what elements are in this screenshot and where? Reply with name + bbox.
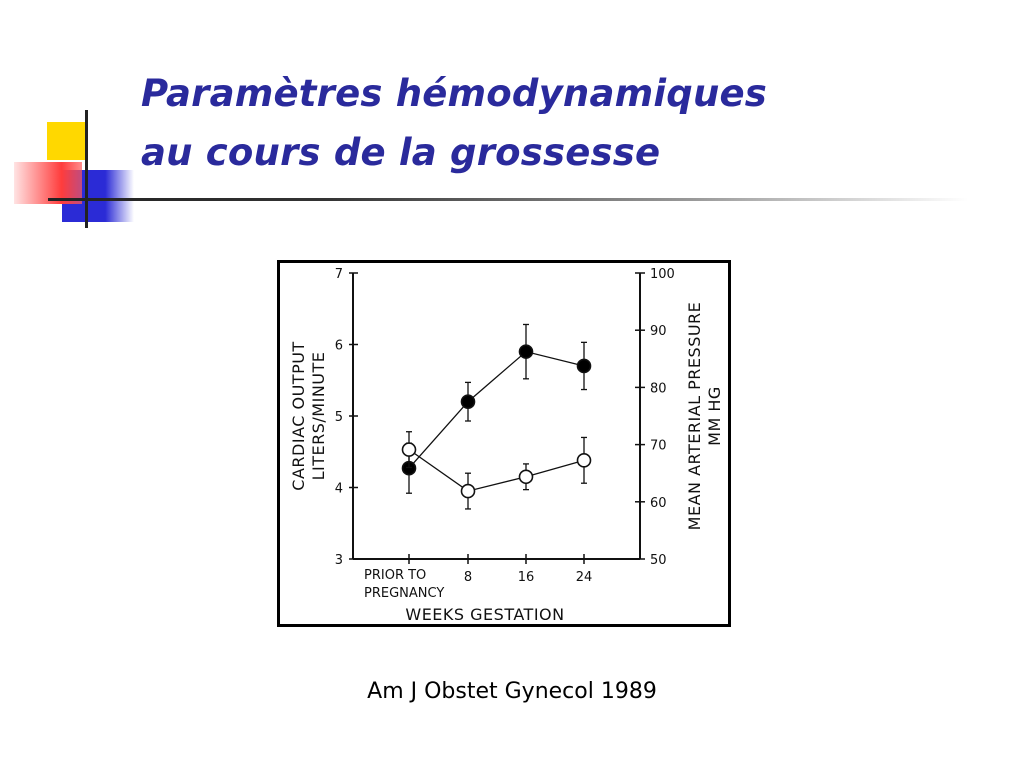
x-tick-label: 16 xyxy=(517,570,535,585)
left-tick-label: 7 xyxy=(334,267,343,282)
series-line xyxy=(409,450,584,491)
slide-title-line-2: au cours de la grossesse xyxy=(141,131,661,174)
left-tick-label: 4 xyxy=(334,481,343,497)
filled-point xyxy=(462,395,475,408)
left-axis-title: LITERS/MINUTE xyxy=(309,351,328,481)
x-tick-label: PREGNANCY xyxy=(364,586,445,601)
right-tick-label: 70 xyxy=(650,438,667,454)
open-point xyxy=(578,454,591,467)
filled-point xyxy=(520,345,533,358)
open-point xyxy=(403,443,416,456)
title-underline xyxy=(48,198,968,201)
right-axis-title: MM HG xyxy=(705,386,724,446)
slide-title-line-1: Paramètres hémodynamiques xyxy=(141,72,768,115)
right-tick-label: 50 xyxy=(650,553,667,568)
left-tick-label: 3 xyxy=(334,553,343,568)
citation: Am J Obstet Gynecol 1989 xyxy=(367,679,657,704)
decor-vertical-line xyxy=(85,110,88,228)
right-axis-title: MEAN ARTERIAL PRESSURE xyxy=(685,301,704,531)
x-axis-title: WEEKS GESTATION xyxy=(405,605,565,624)
left-tick-label: 5 xyxy=(334,410,343,425)
slide-title xyxy=(141,64,767,182)
decor-yellow-square xyxy=(47,122,87,160)
chart-frame xyxy=(277,260,731,627)
hemodynamics-chart xyxy=(280,263,728,624)
right-tick-label: 90 xyxy=(650,324,667,340)
x-tick-label: 24 xyxy=(575,570,593,585)
series-line xyxy=(409,352,584,469)
left-axis-title: CARDIAC OUTPUT xyxy=(289,341,308,491)
x-tick-label: 8 xyxy=(463,570,473,585)
x-tick-label: PRIOR TO xyxy=(364,568,427,583)
open-point xyxy=(520,470,533,483)
right-tick-label: 100 xyxy=(650,267,675,282)
left-tick-label: 6 xyxy=(334,338,343,354)
right-tick-label: 80 xyxy=(650,381,667,397)
open-point xyxy=(462,485,475,498)
filled-point xyxy=(578,359,591,372)
right-tick-label: 60 xyxy=(650,495,667,511)
